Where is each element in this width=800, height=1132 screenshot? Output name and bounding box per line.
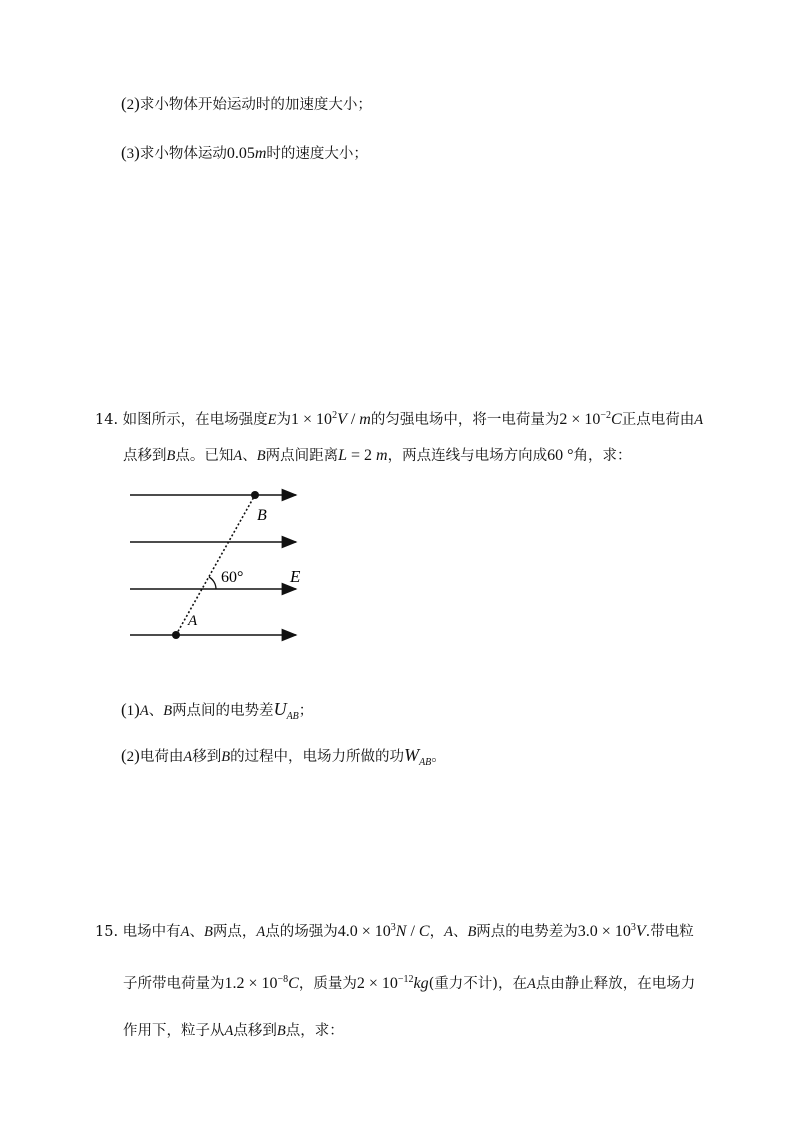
angle-arc: [209, 577, 216, 589]
q13-part-2: (2)求小物体开始运动时的加速度大小；: [121, 94, 372, 113]
question-number: 14.: [95, 412, 119, 428]
q15-line-2: 子所带电荷量为$1.2 \times 10^{-8}C$，质量为$2 \times 10^{-12}kg$(重力不计)，在A点由静止释放，在电场力: [123, 974, 696, 992]
point-b: [251, 491, 259, 499]
q15-line-3: 作用下，粒子从A点移到B点，求：: [123, 1023, 344, 1039]
label-a: A: [188, 613, 198, 629]
label-b: B: [257, 507, 267, 524]
point-a: [172, 631, 180, 639]
q15-line-1: 15. 电场中有A、B两点，A点的场强为$4.0 \times 10^3N / C$，A、B两点的电势差为$3.0 \times 10^3V$.带电粒: [95, 922, 694, 940]
electric-field-figure: [120, 485, 320, 645]
q14-line-2: 点移到B点。已知A、B两点间距离L = 2 m，两点连线与电场方向成60 °角，求：: [123, 447, 632, 464]
q14-line-1: 14. 如图所示，在电场强度E为$1 \times 10^2V / m$的匀强电场中，将一电荷量为$2 \times 10^{-2}C$正点电荷由A: [95, 410, 704, 428]
q14-part-1: (1)A、B两点间的电势差$U_{AB}$；: [121, 699, 314, 722]
q13-part-3: (3)求小物体运动0.05m时的速度大小；: [121, 143, 368, 162]
q14-part-2: (2)电荷由A移到B的过程中，电场力所做的功$W_{AB}$。: [121, 745, 446, 768]
question-number: 15.: [95, 924, 119, 940]
label-e: E: [290, 567, 301, 586]
label-angle: 60°: [221, 569, 244, 586]
